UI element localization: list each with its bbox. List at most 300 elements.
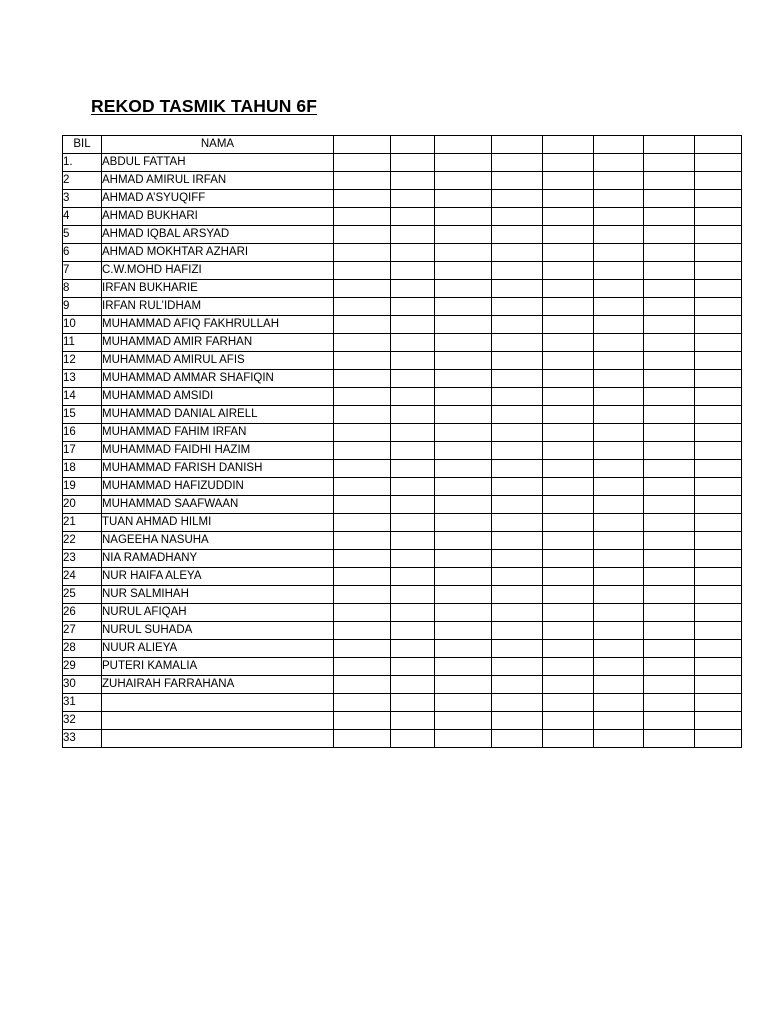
record-blank-cell <box>334 442 391 460</box>
record-blank-cell <box>695 388 742 406</box>
record-blank-cell <box>492 424 543 442</box>
header-blank-cell <box>594 136 644 154</box>
record-blank-cell <box>594 622 644 640</box>
record-blank-cell <box>644 424 695 442</box>
record-blank-cell <box>391 658 435 676</box>
record-blank-cell <box>435 388 492 406</box>
row-number-cell: 14 <box>63 388 102 406</box>
record-blank-cell <box>543 496 594 514</box>
record-blank-cell <box>492 550 543 568</box>
header-blank-cell <box>334 136 391 154</box>
row-number-cell: 29 <box>63 658 102 676</box>
student-name-cell: C.W.MOHD HAFIZI <box>102 262 334 280</box>
record-blank-cell <box>334 298 391 316</box>
record-blank-cell <box>391 190 435 208</box>
table-row <box>63 316 742 334</box>
student-name-cell: MUHAMMAD DANIAL AIRELL <box>102 406 334 424</box>
record-blank-cell <box>695 190 742 208</box>
table-row <box>63 532 742 550</box>
record-blank-cell <box>492 298 543 316</box>
record-blank-cell <box>594 424 644 442</box>
record-blank-cell <box>391 172 435 190</box>
record-blank-cell <box>594 172 644 190</box>
row-number-cell: 22 <box>63 532 102 550</box>
record-blank-cell <box>543 424 594 442</box>
record-blank-cell <box>695 370 742 388</box>
student-name-cell: ABDUL FATTAH <box>102 154 334 172</box>
record-blank-cell <box>492 334 543 352</box>
record-blank-cell <box>334 244 391 262</box>
student-name-cell: NUR HAIFA ALEYA <box>102 568 334 586</box>
student-name-cell: MUHAMMAD AFIQ FAKHRULLAH <box>102 316 334 334</box>
record-blank-cell <box>543 172 594 190</box>
row-number-cell: 21 <box>63 514 102 532</box>
record-blank-cell <box>695 550 742 568</box>
record-blank-cell <box>391 334 435 352</box>
record-blank-cell <box>435 334 492 352</box>
header-blank-cell <box>543 136 594 154</box>
record-blank-cell <box>543 190 594 208</box>
record-blank-cell <box>492 730 543 748</box>
record-blank-cell <box>391 712 435 730</box>
record-blank-cell <box>435 496 492 514</box>
record-blank-cell <box>492 460 543 478</box>
table-row <box>63 154 742 172</box>
record-blank-cell <box>334 532 391 550</box>
student-name-cell: MUHAMMAD SAAFWAAN <box>102 496 334 514</box>
header-blank-cell <box>435 136 492 154</box>
record-blank-cell <box>695 334 742 352</box>
student-name-cell: MUHAMMAD FAIDHI HAZIM <box>102 442 334 460</box>
student-name-cell: IRFAN RUL’IDHAM <box>102 298 334 316</box>
header-nama: NAMA <box>102 136 334 154</box>
record-blank-cell <box>695 478 742 496</box>
row-number-cell: 4 <box>63 208 102 226</box>
record-blank-cell <box>391 604 435 622</box>
record-blank-cell <box>594 442 644 460</box>
record-blank-cell <box>492 208 543 226</box>
record-blank-cell <box>435 586 492 604</box>
row-number-cell: 1. <box>63 154 102 172</box>
student-name-cell: MUHAMMAD FAHIM IRFAN <box>102 424 334 442</box>
record-blank-cell <box>435 694 492 712</box>
record-blank-cell <box>334 172 391 190</box>
record-blank-cell <box>543 568 594 586</box>
record-blank-cell <box>492 478 543 496</box>
record-blank-cell <box>334 334 391 352</box>
record-blank-cell <box>594 676 644 694</box>
document-title: REKOD TASMIK TAHUN 6F <box>91 96 318 116</box>
table-row <box>63 694 742 712</box>
record-blank-cell <box>695 694 742 712</box>
table-row <box>63 208 742 226</box>
row-number-cell: 17 <box>63 442 102 460</box>
student-name-cell: AHMAD BUKHARI <box>102 208 334 226</box>
record-blank-cell <box>334 280 391 298</box>
record-blank-cell <box>695 658 742 676</box>
table-row <box>63 730 742 748</box>
record-blank-cell <box>435 532 492 550</box>
student-name-cell: MUHAMMAD AMIR FARHAN <box>102 334 334 352</box>
record-blank-cell <box>695 424 742 442</box>
record-blank-cell <box>644 532 695 550</box>
record-blank-cell <box>391 730 435 748</box>
student-name-cell: AHMAD AMIRUL IRFAN <box>102 172 334 190</box>
record-blank-cell <box>391 622 435 640</box>
record-blank-cell <box>594 496 644 514</box>
record-blank-cell <box>543 406 594 424</box>
record-blank-cell <box>435 226 492 244</box>
table-row <box>63 568 742 586</box>
record-blank-cell <box>543 244 594 262</box>
record-blank-cell <box>594 640 644 658</box>
record-blank-cell <box>391 514 435 532</box>
record-blank-cell <box>594 208 644 226</box>
record-blank-cell <box>435 658 492 676</box>
record-blank-cell <box>391 586 435 604</box>
record-blank-cell <box>543 712 594 730</box>
record-blank-cell <box>695 730 742 748</box>
record-blank-cell <box>435 424 492 442</box>
record-blank-cell <box>594 586 644 604</box>
record-blank-cell <box>543 154 594 172</box>
table-row <box>63 244 742 262</box>
record-blank-cell <box>594 730 644 748</box>
table-row <box>63 190 742 208</box>
record-blank-cell <box>334 676 391 694</box>
record-blank-cell <box>644 172 695 190</box>
record-blank-cell <box>644 442 695 460</box>
record-blank-cell <box>543 280 594 298</box>
row-number-cell: 7 <box>63 262 102 280</box>
record-blank-cell <box>644 262 695 280</box>
student-name-cell <box>102 694 334 712</box>
row-number-cell: 24 <box>63 568 102 586</box>
record-blank-cell <box>543 694 594 712</box>
record-blank-cell <box>435 280 492 298</box>
record-blank-cell <box>435 262 492 280</box>
record-blank-cell <box>695 352 742 370</box>
student-name-cell: MUHAMMAD AMSIDI <box>102 388 334 406</box>
header-bil: BIL <box>63 136 102 154</box>
table-row <box>63 280 742 298</box>
row-number-cell: 19 <box>63 478 102 496</box>
record-blank-cell <box>543 316 594 334</box>
table-row <box>63 442 742 460</box>
record-blank-cell <box>594 532 644 550</box>
record-blank-cell <box>492 370 543 388</box>
table-row <box>63 622 742 640</box>
record-blank-cell <box>334 352 391 370</box>
row-number-cell: 6 <box>63 244 102 262</box>
record-blank-cell <box>391 424 435 442</box>
record-blank-cell <box>435 478 492 496</box>
record-blank-cell <box>435 676 492 694</box>
row-number-cell: 5 <box>63 226 102 244</box>
table-row <box>63 640 742 658</box>
record-blank-cell <box>543 604 594 622</box>
record-blank-cell <box>543 478 594 496</box>
student-name-cell: IRFAN BUKHARIE <box>102 280 334 298</box>
record-blank-cell <box>334 154 391 172</box>
record-blank-cell <box>695 532 742 550</box>
record-blank-cell <box>644 676 695 694</box>
row-number-cell: 11 <box>63 334 102 352</box>
row-number-cell: 26 <box>63 604 102 622</box>
record-blank-cell <box>334 406 391 424</box>
record-blank-cell <box>435 352 492 370</box>
record-blank-cell <box>492 190 543 208</box>
record-blank-cell <box>492 622 543 640</box>
record-blank-cell <box>391 154 435 172</box>
record-blank-cell <box>492 532 543 550</box>
record-blank-cell <box>594 550 644 568</box>
record-blank-cell <box>543 226 594 244</box>
table-row <box>63 514 742 532</box>
tasmik-record-table <box>62 135 742 748</box>
student-name-cell: PUTERI KAMALIA <box>102 658 334 676</box>
record-blank-cell <box>492 154 543 172</box>
record-blank-cell <box>391 262 435 280</box>
record-blank-cell <box>543 514 594 532</box>
record-blank-cell <box>391 352 435 370</box>
record-blank-cell <box>594 694 644 712</box>
record-blank-cell <box>492 676 543 694</box>
student-name-cell: MUHAMMAD FARISH DANISH <box>102 460 334 478</box>
record-blank-cell <box>543 370 594 388</box>
row-number-cell: 30 <box>63 676 102 694</box>
record-blank-cell <box>594 568 644 586</box>
table-row <box>63 370 742 388</box>
record-blank-cell <box>644 730 695 748</box>
table-row <box>63 172 742 190</box>
record-blank-cell <box>435 568 492 586</box>
record-blank-cell <box>334 622 391 640</box>
record-blank-cell <box>435 640 492 658</box>
record-blank-cell <box>435 172 492 190</box>
record-blank-cell <box>334 226 391 244</box>
record-blank-cell <box>695 568 742 586</box>
row-number-cell: 28 <box>63 640 102 658</box>
record-blank-cell <box>543 658 594 676</box>
row-number-cell: 16 <box>63 424 102 442</box>
record-blank-cell <box>644 244 695 262</box>
record-blank-cell <box>594 478 644 496</box>
record-blank-cell <box>594 712 644 730</box>
row-number-cell: 31 <box>63 694 102 712</box>
record-blank-cell <box>391 568 435 586</box>
record-blank-cell <box>334 208 391 226</box>
table-row <box>63 334 742 352</box>
record-blank-cell <box>435 370 492 388</box>
table-row <box>63 550 742 568</box>
student-name-cell: MUHAMMAD HAFIZUDDIN <box>102 478 334 496</box>
row-number-cell: 27 <box>63 622 102 640</box>
record-blank-cell <box>435 730 492 748</box>
record-blank-cell <box>644 514 695 532</box>
record-blank-cell <box>391 208 435 226</box>
record-blank-cell <box>492 442 543 460</box>
record-blank-cell <box>543 208 594 226</box>
record-blank-cell <box>334 496 391 514</box>
record-blank-cell <box>695 460 742 478</box>
record-blank-cell <box>334 514 391 532</box>
record-blank-cell <box>492 316 543 334</box>
table-header-row <box>63 136 742 154</box>
record-blank-cell <box>492 514 543 532</box>
record-blank-cell <box>543 532 594 550</box>
table-row <box>63 352 742 370</box>
record-blank-cell <box>435 550 492 568</box>
record-blank-cell <box>644 154 695 172</box>
row-number-cell: 32 <box>63 712 102 730</box>
record-blank-cell <box>644 406 695 424</box>
record-blank-cell <box>492 604 543 622</box>
record-blank-cell <box>543 550 594 568</box>
record-blank-cell <box>644 640 695 658</box>
record-blank-cell <box>594 334 644 352</box>
record-blank-cell <box>594 460 644 478</box>
record-blank-cell <box>594 298 644 316</box>
record-blank-cell <box>435 712 492 730</box>
record-blank-cell <box>391 370 435 388</box>
record-blank-cell <box>334 604 391 622</box>
record-blank-cell <box>391 532 435 550</box>
student-name-cell: NUR SALMIHAH <box>102 586 334 604</box>
record-blank-cell <box>334 370 391 388</box>
record-blank-cell <box>594 226 644 244</box>
record-blank-cell <box>391 640 435 658</box>
record-blank-cell <box>391 496 435 514</box>
record-blank-cell <box>391 244 435 262</box>
record-blank-cell <box>492 712 543 730</box>
record-blank-cell <box>334 424 391 442</box>
student-name-cell: AHMAD A’SYUQIFF <box>102 190 334 208</box>
table-body <box>63 154 742 748</box>
record-blank-cell <box>644 208 695 226</box>
record-blank-cell <box>644 496 695 514</box>
record-blank-cell <box>695 712 742 730</box>
record-blank-cell <box>334 712 391 730</box>
record-blank-cell <box>695 406 742 424</box>
record-blank-cell <box>391 478 435 496</box>
record-blank-cell <box>334 586 391 604</box>
record-blank-cell <box>543 262 594 280</box>
record-blank-cell <box>695 442 742 460</box>
record-blank-cell <box>543 640 594 658</box>
student-name-cell: NAGEEHA NASUHA <box>102 532 334 550</box>
record-blank-cell <box>543 352 594 370</box>
header-blank-cell <box>391 136 435 154</box>
record-blank-cell <box>492 352 543 370</box>
record-blank-cell <box>543 676 594 694</box>
record-blank-cell <box>543 388 594 406</box>
student-name-cell: ZUHAIRAH FARRAHANA <box>102 676 334 694</box>
record-blank-cell <box>695 226 742 244</box>
record-blank-cell <box>695 640 742 658</box>
record-blank-cell <box>492 496 543 514</box>
row-number-cell: 23 <box>63 550 102 568</box>
record-blank-cell <box>644 694 695 712</box>
header-blank-cell <box>644 136 695 154</box>
row-number-cell: 2 <box>63 172 102 190</box>
record-blank-cell <box>543 586 594 604</box>
record-blank-cell <box>334 568 391 586</box>
record-blank-cell <box>695 604 742 622</box>
record-blank-cell <box>695 316 742 334</box>
student-name-cell: TUAN AHMAD HILMI <box>102 514 334 532</box>
record-blank-cell <box>695 244 742 262</box>
row-number-cell: 3 <box>63 190 102 208</box>
student-name-cell <box>102 730 334 748</box>
student-name-cell: MUHAMMAD AMMAR SHAFIQIN <box>102 370 334 388</box>
record-blank-cell <box>594 514 644 532</box>
record-blank-cell <box>644 352 695 370</box>
record-blank-cell <box>391 406 435 424</box>
student-name-cell: NUUR ALIEYA <box>102 640 334 658</box>
record-blank-cell <box>594 154 644 172</box>
row-number-cell: 12 <box>63 352 102 370</box>
record-blank-cell <box>695 262 742 280</box>
record-blank-cell <box>695 172 742 190</box>
table-row <box>63 658 742 676</box>
table-row <box>63 586 742 604</box>
record-blank-cell <box>543 730 594 748</box>
record-blank-cell <box>644 478 695 496</box>
record-blank-cell <box>543 442 594 460</box>
record-blank-cell <box>492 226 543 244</box>
record-blank-cell <box>543 334 594 352</box>
record-blank-cell <box>492 568 543 586</box>
record-blank-cell <box>492 658 543 676</box>
row-number-cell: 33 <box>63 730 102 748</box>
record-blank-cell <box>435 514 492 532</box>
record-blank-cell <box>334 262 391 280</box>
record-blank-cell <box>594 280 644 298</box>
record-blank-cell <box>695 280 742 298</box>
record-blank-cell <box>334 694 391 712</box>
row-number-cell: 9 <box>63 298 102 316</box>
record-blank-cell <box>543 298 594 316</box>
record-blank-cell <box>644 334 695 352</box>
record-blank-cell <box>492 244 543 262</box>
student-name-cell: NURUL AFIQAH <box>102 604 334 622</box>
table-row <box>63 388 742 406</box>
table-row <box>63 478 742 496</box>
record-blank-cell <box>644 388 695 406</box>
student-name-cell: AHMAD MOKHTAR AZHARI <box>102 244 334 262</box>
record-blank-cell <box>435 442 492 460</box>
record-blank-cell <box>334 550 391 568</box>
record-blank-cell <box>334 460 391 478</box>
table-row <box>63 406 742 424</box>
table-row <box>63 298 742 316</box>
record-blank-cell <box>391 298 435 316</box>
record-blank-cell <box>435 154 492 172</box>
record-blank-cell <box>435 406 492 424</box>
record-blank-cell <box>334 640 391 658</box>
record-blank-cell <box>594 388 644 406</box>
record-blank-cell <box>391 442 435 460</box>
record-blank-cell <box>391 676 435 694</box>
record-blank-cell <box>695 154 742 172</box>
record-blank-cell <box>435 622 492 640</box>
record-blank-cell <box>644 460 695 478</box>
table-row <box>63 604 742 622</box>
record-blank-cell <box>594 406 644 424</box>
table-row <box>63 460 742 478</box>
record-blank-cell <box>644 370 695 388</box>
